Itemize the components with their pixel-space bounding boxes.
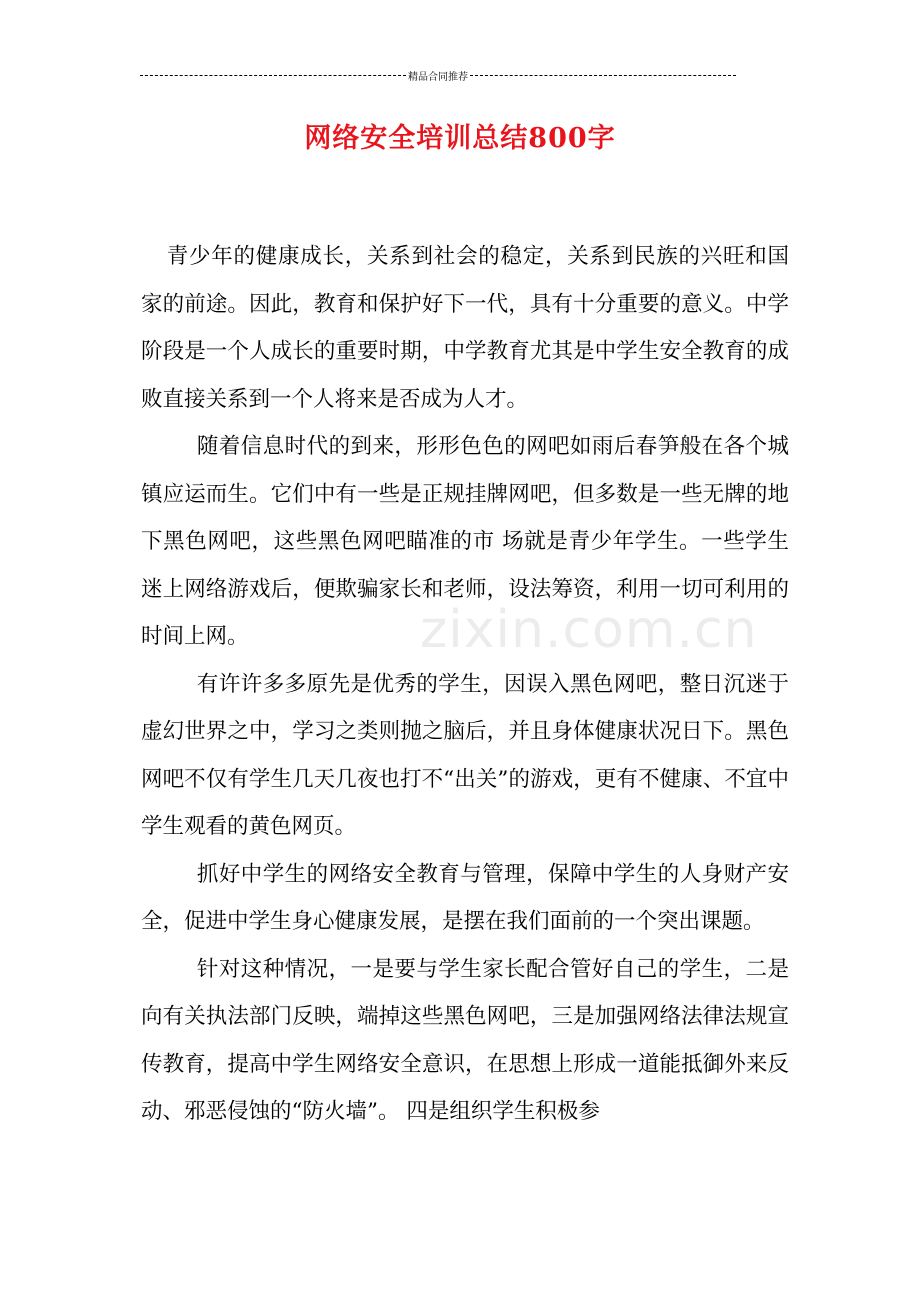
paragraph-2: 随着信息时代的到来，形形色色的网吧如雨后春笋般在各个城镇应运而生。它们中有一些是正规挂牌网吧，但多数是一些无牌的地下黑色网吧，这些黑色网吧瞄准的市 场就是青少年学生。一些学生迷上网络游戏后，便欺骗家长和老师，设法筹资，利用一切可利用的时间上网。 [141,434,789,649]
document-title: 网络安全培训总结800字 [304,123,616,154]
header-dash-right [470,75,736,76]
header-label: 精品合同推荐 [408,72,468,83]
paragraph-1: 青少年的健康成长，关系到社会的稳定，关系到民族的兴旺和国家的前途。因此，教育和保护好下一代，具有十分重要的意义。中学阶段是一个人成长的重要时期，中学教育尤其是中学生安全教育的成败直接关系到一个人将来是否成为人才。 [141,244,789,412]
header-dash-left [140,75,406,76]
paragraph-3: 有许许多多原先是优秀的学生，因误入黑色网吧，整日沉迷于虚幻世界之中，学习之类则抛之脑后，并且身体健康状况日下。黑色网吧不仅有学生几天几夜也打不“出关”的游戏，更有不健康、不宜中学生观看的黄色网页。 [141,671,789,839]
page-header [140,68,736,83]
document-body [141,233,789,1136]
paragraph-5: 针对这种情况，一是要与学生家长配合管好自己的学生，二是向有关执法部门反映，端掉这些黑色网吧，三是加强网络法律法规宣传教育，提高中学生网络安全意识，在思想上形成一道能抵御外来反动、邪恶侵蚀的“防火墙”。 四是组织学生积极参 [141,956,789,1124]
paragraph-4: 抓好中学生的网络安全教育与管理，保障中学生的人身财产安全，促进中学生身心健康发展，是摆在我们面前的一个突出课题。 [141,861,789,934]
watermark: zixin.com.cn [420,600,758,660]
